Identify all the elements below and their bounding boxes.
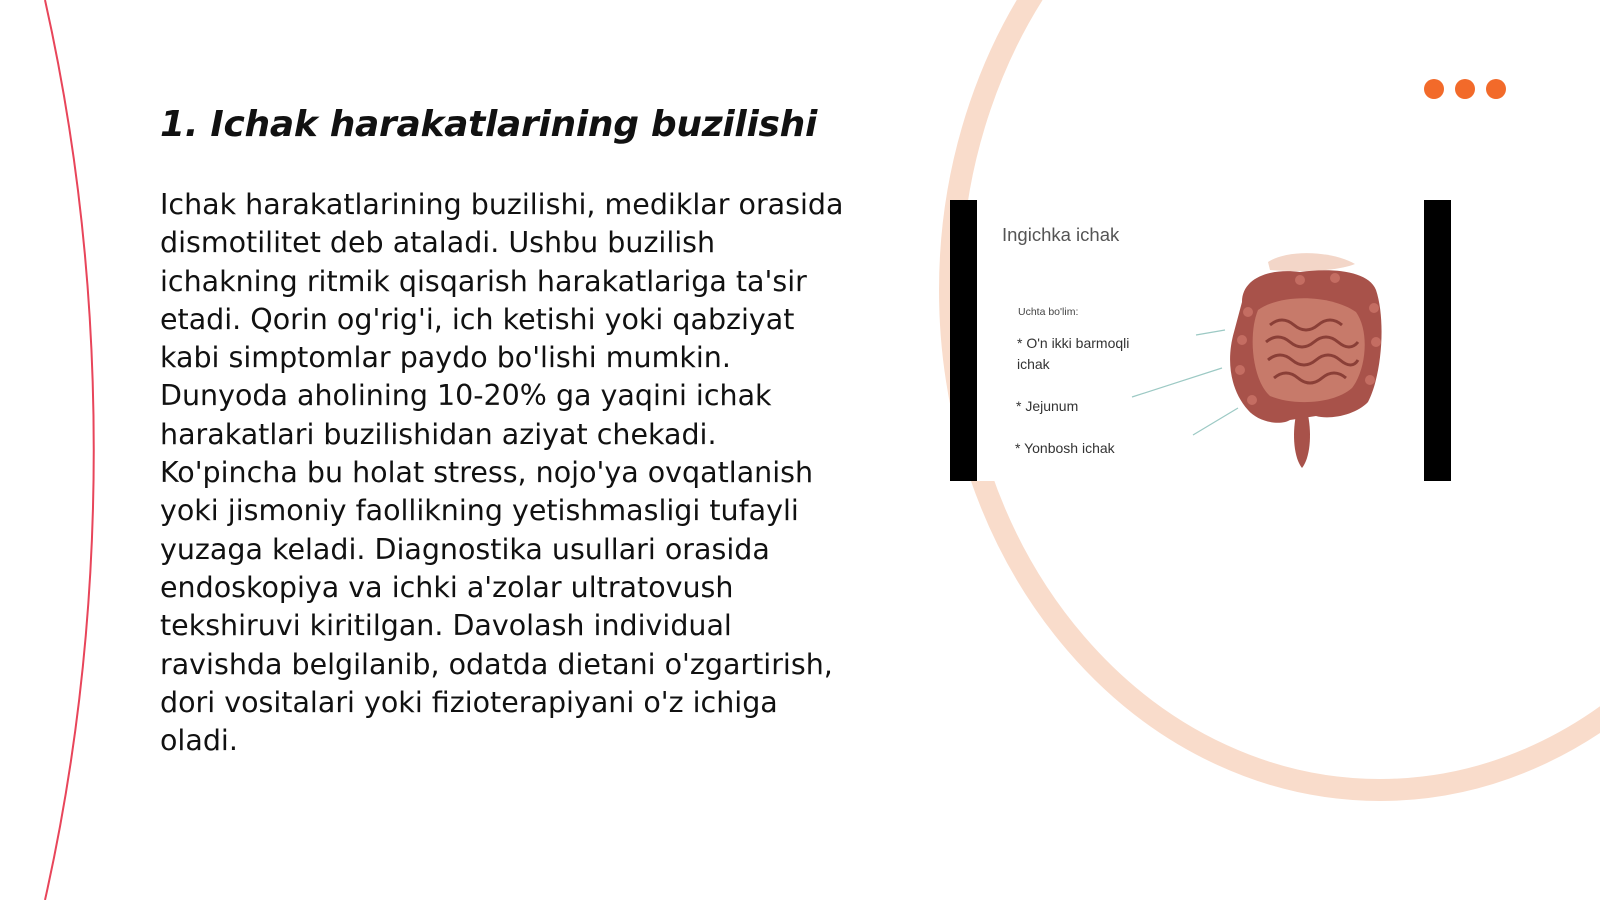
- body-paragraph: Ichak harakatlarining buzilishi, mediklar orasida dismotilitet deb ataladi. Ushbu buzilish ichakning ritmik qisqarish harakatlariga ta'sir etadi. Qorin og'rig'i, ich ketishi yoki qabziyat kabi simptomlar paydo bo'lishi mumkin. Dunyoda aholining 10-20% ga yaqini ichak harakatlari buzilishidan aziyat chekadi. Ko'pincha bu holat stress, nojo'ya ovqatlanish yoki jismoniy faollikning yetishmasligi tufayli yuzaga keladi. Diagnostika usullari orasida endoskopiya va ichki a'zolar ultratovush tekshiruvi kiritilgan. Davolash individual ravishda belgilanib, odatda dietani o'zgartirish, dori vositalari yoki fizioterapiyani o'z ichiga oladi.: [160, 188, 844, 758]
- dot-icon: [1455, 79, 1475, 99]
- dot-icon: [1486, 79, 1506, 99]
- figure-right-bar: [1424, 200, 1451, 481]
- dot-icon: [1424, 79, 1444, 99]
- dots-decoration: [1424, 79, 1506, 99]
- small-intestine-icon: [1130, 250, 1400, 475]
- left-curve-decoration: [0, 0, 120, 900]
- figure-title: Ingichka ichak: [1002, 224, 1120, 245]
- figure-part-duodenum: * O'n ikki barmoqli ichak: [1017, 335, 1130, 372]
- figure-part-ileum: * Yonbosh ichak: [1015, 440, 1115, 456]
- figure-part-jejunum: * Jejunum: [1016, 398, 1079, 414]
- intestine-figure: [950, 200, 1451, 481]
- slide-title: 1. Ichak harakatlarining buzilishi: [160, 104, 817, 145]
- figure-section-label: Uchta bo'lim:: [1018, 306, 1079, 318]
- figure-left-bar: [950, 200, 977, 481]
